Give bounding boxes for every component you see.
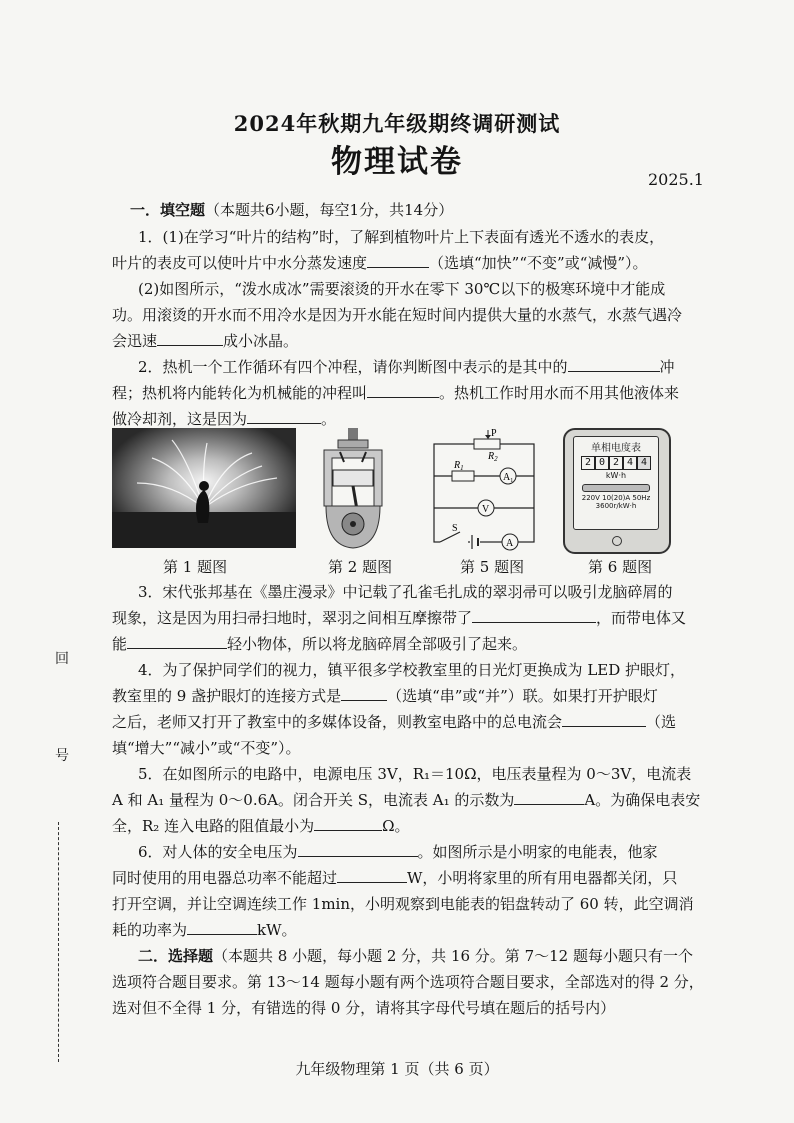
section2-line2: 选项符合题目要求。第 13～14 题每小题有两个选项符合题目要求，全部选对的得 2 分， [112,973,704,991]
figure5-circuit [430,428,542,556]
exam-title: 2024年秋期九年级期终调研测试 [233,111,561,136]
section2-heading: 二．选择题 [138,947,214,965]
q5-blank1[interactable] [514,790,584,805]
q6-line2-tail: W，小明将家里的所有用电器都关闭，只 [407,869,678,887]
q5-blank2[interactable] [314,816,382,831]
q4-blank2[interactable] [562,712,646,727]
q4-line1: 4．为了保护同学们的视力，镇平很多学校教室里的日光灯更换成为 LED 护眼灯， [138,661,686,679]
q2-line1-text: 2．热机一个工作循环有四个冲程，请你判断图中表示的是其中的 [138,358,568,376]
q2-line2-text: 程；热机将内能转化为机械能的冲程叫 [112,384,368,402]
q5-line3-tail: Ω。 [382,817,410,835]
a1-label: $A_1$ [503,472,514,484]
section2-line1 [138,946,758,966]
meter-digit-decimal: 4 [637,456,651,470]
caption-fig6: 第 6 题图 [588,558,653,576]
binding-dashed-line [58,822,59,1062]
q6-blank3[interactable] [187,920,257,935]
exam-date: 2025.1 [648,170,704,189]
q5-line2 [112,790,732,810]
q2-line3 [112,409,732,429]
figure2-engine [318,428,388,556]
meter-screw-icon [612,536,622,546]
q3-blank1[interactable] [472,608,596,623]
meter-title: 单相电度表 [591,443,641,454]
q1-line4: 功。用滚烫的开水而不用冷水是因为开水能在短时间内提供大量的水蒸气，水蒸气遇冷 [112,306,683,324]
meter-digit: 4 [623,456,637,470]
q2-line2 [112,383,732,403]
q6-line1-text: 6．对人体的安全电压为 [138,843,298,861]
q6-line4-text: 耗的功率为 [112,921,188,939]
q5-line3-text: 全，R₂ 连入电路的阻值最小为 [112,817,315,835]
v-label: V [482,504,490,515]
q6-line1-tail: 。如图所示是小明家的电能表，他家 [417,843,658,861]
meter-digit: 2 [581,456,595,470]
section2-note: （本题共 8 小题，每小题 2 分，共 16 分。第 7～12 题每小题只有一个 [213,947,693,965]
q3-line2 [112,608,732,628]
q4-line2-text: 教室里的 9 盏护眼灯的连接方式是 [112,687,342,705]
q2-blank1[interactable] [568,357,660,372]
q1-line2-tail: （选填“加快”“不变”或“减慢”）。 [429,254,648,272]
q1-line5 [112,331,732,351]
caption-fig2: 第 2 题图 [328,558,393,576]
a-label: A [506,538,514,549]
meter-face [573,436,659,530]
q6-line2 [112,868,732,888]
r2-label: $R_2$ [488,451,498,463]
resistor-r1 [452,471,474,481]
electricity-meter [563,428,671,554]
meter-spec2: 3600r/kW·h [595,502,637,510]
meter-digits [574,456,658,470]
q6-line4 [112,920,732,940]
q4-line3-tail: （选 [646,713,677,731]
q6-line3: 打开空调，并让空调连续工作 1min，小明观察到电能表的铝盘转动了 60 转，此空调消 [112,895,694,913]
q4-blank1[interactable] [341,686,387,701]
q3-blank2[interactable] [127,634,227,649]
section2-line3: 选对但不全得 1 分，有错选的得 0 分，请将其字母代号填在题后的括号内） [112,999,616,1017]
s-label: S [452,523,458,534]
meter-digit: 0 [595,456,609,470]
q2-line2-tail: 。热机工作时用水而不用其他液体来 [439,384,680,402]
q2-blank2[interactable] [367,383,439,398]
page-footer: 九年级物理第 1 页（共 6 页） [295,1060,499,1078]
q3-line3-tail: 轻小物体，所以将龙脑碎屑全部吸引了起来。 [227,635,528,653]
rheostat-r2 [474,439,500,449]
q3-line2-tail: ，而带电体又 [596,609,687,627]
caption-fig5: 第 5 题图 [460,558,525,576]
q1-line1: 1．(1)在学习“叶片的结构”时，了解到植物叶片上下表面有透光不透水的表皮， [138,228,665,246]
q2-line1 [138,357,758,377]
q1-blank1[interactable] [367,253,429,268]
meter-unit: kW·h [605,471,627,480]
meter-digit: 2 [609,456,623,470]
circuit-diagram [430,428,542,552]
q5-line2-tail: A。为确保电表安 [584,791,701,809]
q4-line4: 填“增大”“减小”或“不变”）。 [112,739,301,757]
figure6-meter [563,428,671,554]
q5-line3 [112,816,732,836]
q2-line1-tail: 冲 [659,358,675,376]
section1-heading: 一．填空题 [130,201,206,219]
q5-line1: 5．在如图所示的电路中，电源电压 3V，R₁＝10Ω，电压表量程为 0～3V，电流表 [138,765,692,783]
q3-line1: 3．宋代张邦基在《墨庄漫录》中记载了孔雀毛扎成的翠羽帚可以吸引龙脑碎屑的 [138,583,673,601]
q1-line5-tail: 成小冰晶。 [223,332,299,350]
q6-line4-tail: kW。 [257,921,297,939]
q1-line5-text: 会迅速 [112,332,158,350]
q6-blank1[interactable] [298,842,418,857]
q5-line2-text: A 和 A₁ 量程为 0～0.6A。闭合开关 S，电流表 A₁ 的示数为 [112,791,515,809]
r1-label: $R_1$ [454,460,464,472]
figure1-photo [112,428,296,552]
q3-line3-text: 能 [112,635,128,653]
section1-header [130,200,750,220]
slider-label: P [491,428,497,439]
q4-line2-tail: （选填“串”或“并”）联。如果打开护眼灯 [387,687,658,705]
q3-line2-text: 现象，这是因为用扫帚扫地时，翠羽之间相互摩擦带了 [112,609,473,627]
q1-line3: (2)如图所示，“泼水成冰”需要滚烫的开水在零下 30℃以下的极寒环境中才能成 [138,280,666,298]
subject-title: 物理试卷 [331,144,463,180]
q2-line3-text: 做冷却剂，这是因为 [112,410,248,428]
section1-note: （本题共6小题，每空1分，共14分） [205,201,454,219]
engine-diagram [318,428,388,552]
q2-blank3[interactable] [247,409,321,424]
q6-blank2[interactable] [337,868,407,883]
q6-line1 [138,842,758,862]
q2-line3-tail: 。 [321,410,337,428]
q4-line3-text: 之后，老师又打开了教室中的多媒体设备，则教室电路中的总电流会 [112,713,563,731]
margin-mark-1: 回 [55,651,69,667]
q1-line2 [112,253,732,273]
q4-line3 [112,712,732,732]
q4-line2 [112,686,732,706]
margin-mark-2: 号 [55,748,69,764]
q1-line2-text: 叶片的表皮可以使叶片中水分蒸发速度 [112,254,368,272]
q3-line3 [112,634,732,654]
ice-splash-image [112,428,296,548]
q6-line2-text: 同时使用的用电器总功率不能超过 [112,869,338,887]
q1-blank2[interactable] [157,331,223,346]
meter-spec1: 220V 10(20)A 50Hz [581,494,651,502]
caption-fig1: 第 1 题图 [163,558,228,576]
meter-disc-window [582,484,650,492]
